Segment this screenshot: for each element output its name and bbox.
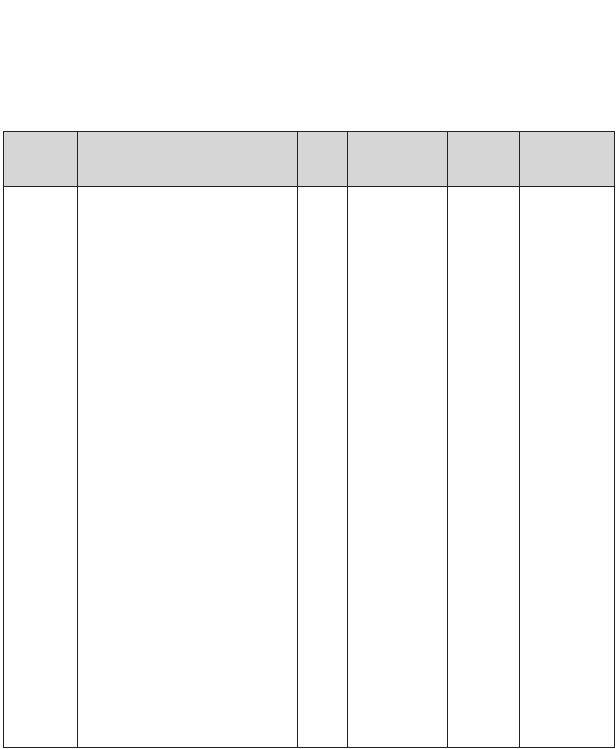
program-table [3, 131, 615, 748]
column-divider [77, 132, 78, 747]
column-divider [519, 132, 520, 747]
header-cycle [77, 132, 297, 186]
header-time [297, 132, 347, 186]
table-header [4, 132, 614, 187]
header-water [519, 132, 614, 186]
column-divider [447, 132, 448, 747]
header-temp [347, 132, 447, 186]
header-program [4, 132, 77, 186]
column-divider [347, 132, 348, 747]
column-divider [297, 132, 298, 747]
header-energy [447, 132, 519, 186]
